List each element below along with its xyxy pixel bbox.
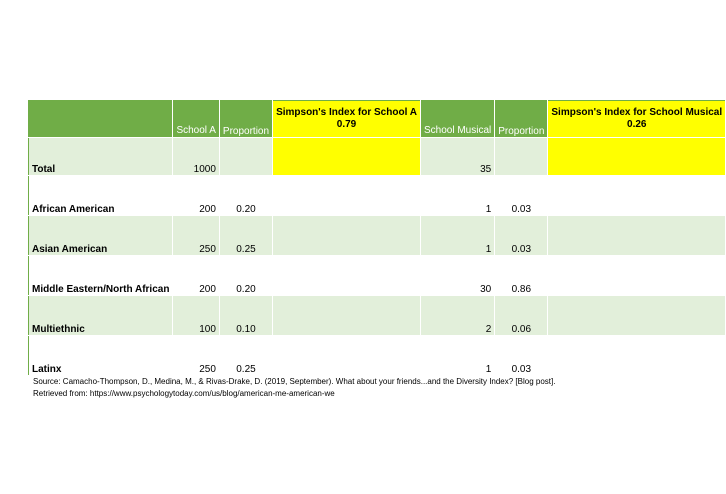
simpson-m-title: Simpson's Index for School Musical xyxy=(551,107,723,118)
cell-school-musical: 2 xyxy=(420,296,494,336)
header-simpson-a xyxy=(273,101,421,138)
cell-proportion-m: 0.03 xyxy=(495,336,548,376)
table-row-total xyxy=(29,138,726,176)
cell-simpson-a xyxy=(273,176,421,216)
table-row xyxy=(29,176,726,216)
cell-simpson-m xyxy=(548,138,726,176)
cell-proportion-m: 0.06 xyxy=(495,296,548,336)
row-label: Latinx xyxy=(29,336,173,376)
cell-proportion-m: 0.03 xyxy=(495,176,548,216)
cell-proportion-m: 0.86 xyxy=(495,256,548,296)
cell-proportion-a: 0.10 xyxy=(219,296,272,336)
cell-school-a: 1000 xyxy=(173,138,219,176)
cell-simpson-m xyxy=(548,216,726,256)
cell-simpson-a xyxy=(273,138,421,176)
row-label: Multiethnic xyxy=(29,296,173,336)
simpson-a-value: 0.79 xyxy=(336,119,357,130)
cell-simpson-a xyxy=(273,296,421,336)
cell-school-musical: 1 xyxy=(420,336,494,376)
header-school-musical: School Musical xyxy=(420,101,494,138)
row-label: Middle Eastern/North African xyxy=(29,256,173,296)
simpson-m-value: 0.26 xyxy=(627,119,647,130)
cell-school-musical: 1 xyxy=(420,216,494,256)
cell-school-a: 250 xyxy=(173,336,219,376)
cell-school-a: 200 xyxy=(173,176,219,216)
row-label: Asian American xyxy=(29,216,173,256)
cell-proportion-a: 0.25 xyxy=(219,216,272,256)
cell-proportion-a: 0.25 xyxy=(219,336,272,376)
row-label: African American xyxy=(29,176,173,216)
header-proportion-a: Proportion xyxy=(219,101,272,138)
header-label xyxy=(29,101,173,138)
cell-simpson-m xyxy=(548,176,726,216)
cell-simpson-a xyxy=(273,336,421,376)
cell-proportion-m: 0.03 xyxy=(495,216,548,256)
diversity-table xyxy=(28,100,726,376)
row-label: Total xyxy=(29,138,173,176)
table-row xyxy=(29,216,726,256)
source-citation xyxy=(33,376,633,400)
source-line-2: Retrieved from: https://www.psychologytoday.com/us/blog/american-me-american-we xyxy=(33,389,335,398)
cell-simpson-m xyxy=(548,296,726,336)
cell-school-a: 100 xyxy=(173,296,219,336)
table-row xyxy=(29,256,726,296)
cell-proportion-a xyxy=(219,138,272,176)
cell-simpson-m xyxy=(548,256,726,296)
cell-proportion-a: 0.20 xyxy=(219,176,272,216)
cell-simpson-a xyxy=(273,256,421,296)
cell-school-a: 200 xyxy=(173,256,219,296)
header-proportion-m: Proportion xyxy=(495,101,548,138)
cell-simpson-m xyxy=(548,336,726,376)
cell-school-a: 250 xyxy=(173,216,219,256)
cell-simpson-a xyxy=(273,216,421,256)
source-line-1: Source: Camacho-Thompson, D., Medina, M., & Rivas-Drake, D. (2019, September). What about your friends...and the Diversity Index? [Blog post]. xyxy=(33,377,556,386)
table-row xyxy=(29,296,726,336)
cell-school-musical: 35 xyxy=(420,138,494,176)
header-simpson-m xyxy=(548,101,726,138)
header-row xyxy=(29,101,726,138)
cell-proportion-m xyxy=(495,138,548,176)
cell-proportion-a: 0.20 xyxy=(219,256,272,296)
cell-school-musical: 1 xyxy=(420,176,494,216)
cell-school-musical: 30 xyxy=(420,256,494,296)
table-row xyxy=(29,336,726,376)
header-school-a: School A xyxy=(173,101,219,138)
simpson-a-title: Simpson's Index for School A xyxy=(276,107,417,118)
